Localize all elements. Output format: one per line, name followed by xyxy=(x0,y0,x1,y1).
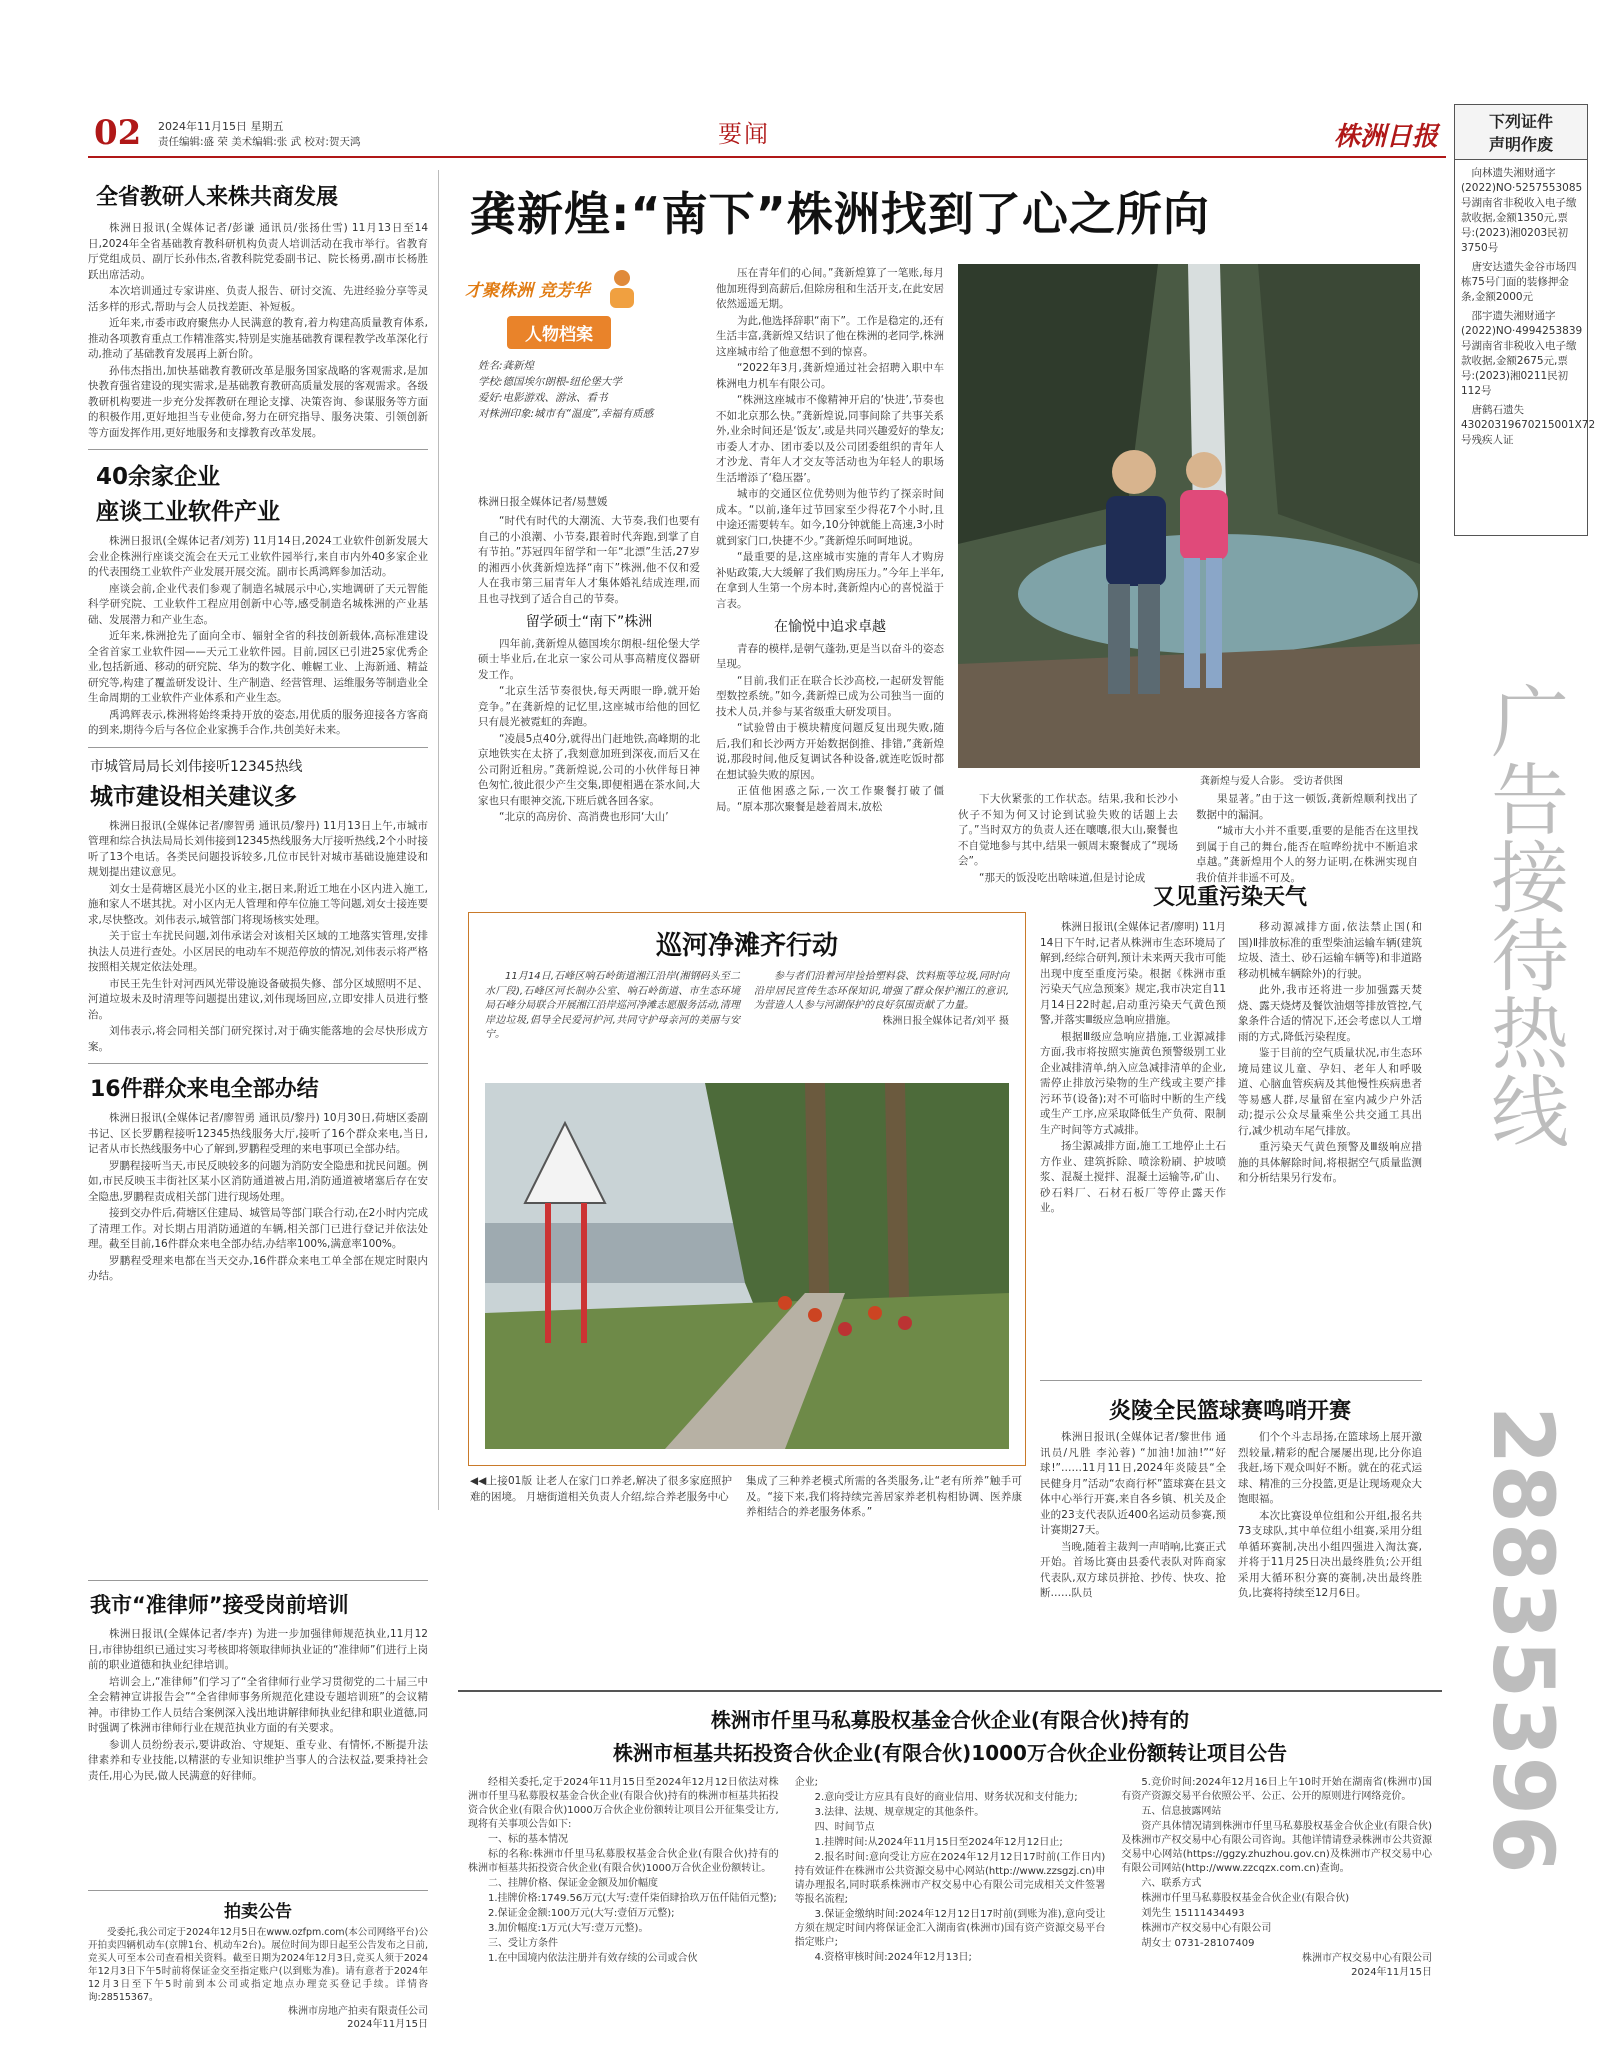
paragraph: 2.保证金金额:100万元(大写:壹佰万元整); xyxy=(488,1908,675,1919)
waterfall-scene xyxy=(958,264,1420,768)
paragraph: 当晚,随着主裁判一声哨响,比赛正式开始。首场比赛由县委代表队对阵商家代表队,双方球员拼抢、抄传、快攻、抢断……队员 xyxy=(1040,1540,1226,1599)
main-subhead-2: 在愉悦中追求卓越 xyxy=(774,619,886,635)
paragraph: 集成了三种养老模式所需的各类服务,让“老有所养”触手可及。“接下来,我们将持续完善居家养老机构相协调、医养康养相结合的养老服务体系。” xyxy=(746,1475,1022,1518)
profile-line: 姓名:龚新煌 xyxy=(478,360,535,372)
main-col-3 xyxy=(958,792,1178,887)
river-caption-right xyxy=(754,970,1009,1044)
main-col-2 xyxy=(716,266,944,816)
main-byline: 株洲日报全媒体记者/易慧媛 xyxy=(478,496,608,508)
main-col-4 xyxy=(1196,792,1418,887)
page-date: 2024年11月15日 星期五 xyxy=(158,120,284,133)
transfer-announcement xyxy=(458,1690,1442,2042)
notice-item: 向林遗失湘财通字(2022)NO·5257553085号湖南省非税收入电子缴款收据,金额1350元,票号:(2023)湘0203民初3750号 xyxy=(1461,167,1583,254)
paragraph: 接到交办件后,荷塘区住建局、城管局等部门联合行动,在2小时内完成了清理工作。对长期占用消防通道的车辆,相关部门已进行登记并依法处理。截至目前,16件群众来电全部办结,办结率100%,满意率100%。 xyxy=(88,1207,428,1250)
paragraph: 1.在中国境内依法注册并有效存续的公司或合伙 xyxy=(488,1953,698,1964)
paragraph: 参训人员纷纷表示,要讲政治、守规矩、重专业、有情怀,不断提升法律素养和专业技能,以精湛的专业知识维护当事人的合法权益,要秉持社会责任,用心为民,做人民满意的好律师。 xyxy=(88,1738,428,1782)
paragraph: 3.保证金缴纳时间:2024年12月12日17时前(到账为准),意向受让方须在规定时间内将保证金汇入湖南省(株洲市)国有资产资源交易平台指定账户; xyxy=(794,1909,1106,1948)
river-photo xyxy=(485,1083,1009,1449)
divider xyxy=(88,1580,428,1581)
paragraph: 禹鸿辉表示,株洲将始终秉持开放的姿态,用优质的服务迎接各方客商的到来,期待今后与各位企业家携手合作,共创美好未来。 xyxy=(88,708,428,736)
main-story-title: 龚新煌:“南下”株洲找到了心之所向 xyxy=(470,187,1210,241)
paragraph: 2.意向受让方应具有良好的商业信用、财务状况和支付能力; xyxy=(814,1792,1078,1803)
basketball-col-2 xyxy=(1238,1430,1422,1603)
notice-items xyxy=(1455,160,1596,454)
person-icon xyxy=(605,268,639,308)
article-body-lawyer xyxy=(88,1627,428,1784)
paragraph: 根据Ⅲ级应急响应措施,工业源减排方面,我市将按照实施黄色预警级别工业企业减排清单,纳入应急减排清单的企业,需停止排放污染物的生产线或主要产排污环节(设备);对不可临时中断的生产线或生产工序,应采取降低生产负荷、限制生产时间等方式减排。 xyxy=(1040,1030,1226,1136)
paragraph: 1.挂牌价格:1749.56万元(大写:壹仟柒佰肆拾玖万伍仟陆佰元整); xyxy=(488,1893,777,1904)
paragraph: “北京的高房价、高消费也形同‘大山’ xyxy=(499,811,669,823)
paragraph: “目前,我们正在联合长沙高校,一起研发智能型数控系统。”如今,龚新煌已成为公司独当一面的技术人员,并参与某省级重大研发项目。 xyxy=(716,674,944,718)
couple-photo xyxy=(958,264,1420,768)
paragraph: 受委托,我公司定于2024年12月5日在www.ozfpm.com(本公司网络平台)公开拍卖四辆机动车(京牌1台、机动车2台)。展位时间为即日起至公告发布之日前,竞买人可至本公司查看相关资料。截至日期为2024年12月3日,竞买人须于2024年12月3日下午5时前将保证金交至指定账户(以到账为准)。请有意者于2024年12月3日至下午5时前到本公司或指定地点办理竞买登记手续。详情咨询:28515367。 xyxy=(88,1927,428,2003)
divider xyxy=(88,747,428,748)
paragraph: 正值他困惑之际,一次工作聚餐打破了僵局。“原本那次聚餐是趁着周末,放松 xyxy=(716,785,944,813)
paragraph: 株洲日报讯(全媒体记者/彭谦 通讯员/张扬仕雪) 11月13日至14日,2024年全省基础教育教科研机构负责人培训活动在我市举行。省教育厅党组成员、副厅长孙伟杰,省教科院党委副书记、院长杨勇,副市长杨胜跃出席活动。 xyxy=(88,222,428,281)
ad-hotline-phone: 28835396 xyxy=(1474,1406,1572,1874)
river-cleanup-box xyxy=(468,912,1026,1466)
paragraph: 标的名称:株洲市仟里马私募股权基金合伙企业(有限合伙)持有的株洲市桓基共拓投资合伙企业(有限合伙)1000万合伙企业份额转让。 xyxy=(468,1849,779,1874)
basketball-col-1 xyxy=(1040,1430,1226,1603)
paragraph: 2.报名时间:意向受让方应在2024年12月12日17时前(工作日内)持有效证件在株洲市公共资源交易中心网站(http://www.zzsgzj.cn)申请办理报名,同时联系株洲市产权交易中心有限公司完成相关文件签署等报名流程; xyxy=(794,1852,1106,1905)
auction-title: 拍卖公告 xyxy=(224,1902,292,1922)
notice-title-line1: 下列证件 xyxy=(1488,112,1553,131)
paragraph: “那天的饭没吃出啥味道,但是讨论成 xyxy=(979,871,1146,884)
notice-title xyxy=(1455,105,1587,160)
announcement-col-2 xyxy=(795,1776,1106,1980)
paragraph: “城市大小并不重要,重要的是能否在这里找到属于自己的舞台,能否在喧哗纷扰中不断追求卓越。”龚新煌用个人的努力证明,在株洲实现自我价值并非遥不可及。 xyxy=(1196,825,1418,884)
pollution-title: 又见重污染天气 xyxy=(1152,885,1307,910)
auction-signature xyxy=(88,2005,428,2031)
profile-line: 对株洲印象:城市有“温度”,幸福有质感 xyxy=(478,408,654,420)
page-editors: 责任编辑:盛 荣 美术编辑:张 武 校对:贺天鸿 xyxy=(158,136,361,148)
badge-label: 人物档案 xyxy=(507,316,611,349)
announcement-title-1: 株洲市仟里马私募股权基金合伙企业(有限合伙)持有的 xyxy=(710,1708,1190,1732)
announcement-columns xyxy=(458,1776,1442,1980)
profile-line: 爱好:电影游戏、游泳、看书 xyxy=(478,392,608,404)
paragraph: 刘伟表示,将会同相关部门研究探讨,对于确实能落地的会尽快形成方案。 xyxy=(88,1025,428,1053)
paragraph: 下大伙紧张的工作状态。结果,我和长沙小伙子不知为何又讨论到试验失败的话题上去了。”当时双方的负责人还在嚷嚷,很大山,聚餐也不自觉地参与其中,结果一顿周末聚餐成了“现场会”。 xyxy=(958,793,1178,867)
page-number: 02 xyxy=(94,113,142,153)
paragraph: 关于宦士车扰民问题,刘伟承诺会对该相关区域的工地落实管理,安排执法人员进行查处。小区居民的电动车不规范停放的情况,刘伟表示将严格按照相关规定依法处理。 xyxy=(88,930,428,973)
paragraph: 企业; xyxy=(794,1777,819,1788)
divider xyxy=(88,1063,428,1064)
basketball-title: 炎陵全民篮球赛鸣哨开赛 xyxy=(1108,1399,1351,1424)
article-title-calls: 16件群众来电全部办结 xyxy=(90,1077,319,1102)
paragraph: 参与者们沿着河岸捡拾塑料袋、饮料瓶等垃圾,同时向沿岸居民宣传生态环保知识,增强了群众保护湘江的意识,为营造人人参与河湖保护的良好氛围贡献了力量。 xyxy=(754,971,1009,1011)
paragraph: 株洲日报讯(全媒体记者/李卉) 为进一步加强律师规范执业,11月12日,市律协组织已通过实习考核即将领取律师执业证的“准律师”们进行上岗前的职业道德和执业纪律培训。 xyxy=(88,1628,428,1671)
paragraph: 为此,他选择辞职“南下”。工作是稳定的,还有生活丰富,龚新煌又结识了他在株洲的老同学,株洲这座城市给了他意想不到的惊喜。 xyxy=(716,314,944,358)
article-title-lawyer: 我市“准律师”接受岗前培训 xyxy=(90,1593,349,1617)
continued-left xyxy=(470,1474,732,1506)
paragraph: 株洲市产权交易中心有限公司 xyxy=(1141,1923,1272,1934)
photo-caption-couple: 龚新煌与爱人合影。 受访者供图 xyxy=(1200,776,1344,787)
paragraph: 4.资格审核时间:2024年12月13日; xyxy=(814,1952,972,1963)
paragraph: 株洲日报讯(全媒体记者/廖明) 11月14日下午时,记者从株洲市生态环境局了解到,经综合研判,预计未来两天我市可能出现中度至重度污染。根据《株洲市重污染天气应急预案》规定,我市决定自11月14日22时起,启动重污染天气黄色预警,并落实Ⅲ级应急响应措施。 xyxy=(1040,921,1226,1026)
paragraph: 资产具体情况请到株洲市仟里马私募股权基金合伙企业(有限合伙)及株洲市产权交易中心有限公司咨询。其他详情请登录株洲市公共资源交易中心网站(https://ggzy.zhuzhou.gov.cn)及株洲市产权交易中心有限公司网站(http://www.zzcqzx.com.cn)查询。 xyxy=(1121,1821,1433,1874)
river-caption xyxy=(469,970,1025,1044)
paragraph: 扬尘源减排方面,施工工地停止土石方作业、建筑拆除、喷涂粉刷、护坡喷浆、混凝土搅拌、混凝土运输等,矿山、砂石料厂、石材石板厂等停止露天作业。 xyxy=(1040,1140,1226,1214)
masthead: 株洲日报 xyxy=(1333,122,1438,152)
paragraph: 株洲日报讯(全媒体记者/刘芳) 11月14日,2024工业软件创新发展大会业企株洲行座谈交流会在天元工业软件园举行,来自市内外40多家企业的代表围绕工业软件产业发展开展交流。副市长禹鸿辉参加活动。 xyxy=(88,535,428,578)
paragraph: 刘女士是荷塘区晨光小区的业主,据日来,附近工地在小区内进入施工,施和家人不堪其扰。对小区内无人管理和停车位施工等问题,刘女士接连要求,尽快整改。刘伟表示,城管部门将现场核实处理。 xyxy=(88,882,428,926)
auction-notice xyxy=(88,1890,428,2041)
pollution-col-1 xyxy=(1040,920,1226,1218)
paragraph: “凌晨5点40分,就得出门赶地铁,高峰期的北京地铁实在太挤了,我刻意加班到深夜,而后又在公司附近租房。”龚新煌说,公司的小伙伴每日神色匆忙,彼此很少产生交集,即便相遇在茶水间,大家也只有眼神交流,下班后就各回各家。 xyxy=(478,732,700,807)
paragraph: 株洲日报讯(全媒体记者/黎世伟 通讯员/凡胜 李沁蓉) “加油!加油!”“好球!”……11月11日,2024年炎陵县“全民健身月”活动“农商行杯”篮球赛在县文体中心举行开赛,来自各乡镇、机关及企业的23支代表队近400名运动员参赛,预计赛期27天。 xyxy=(1040,1431,1226,1536)
paragraph: 鉴于目前的空气质量状况,市生态环境局建议儿童、孕妇、老年人和呼吸道、心脑血管疾病及其他慢性疾病患者等易感人群,尽量留在室内减少户外活动;提示公众尽量乘坐公共交通工具出行,减少机动车尾气排放。 xyxy=(1238,1047,1422,1137)
profile-box xyxy=(478,358,698,488)
notice-title-line2: 声明作废 xyxy=(1488,135,1553,154)
paragraph: 5.竞价时间:2024年12月16日上午10时开始在湖南省(株洲市)国有资产资源交易平台依照公平、公正、公开的原则进行网络竞价。 xyxy=(1121,1777,1433,1802)
paragraph: 座谈会前,企业代表们参观了制造名城展示中心,实地调研了天元智能科学研究院、工业软件工程应用创新中心等,感受制造名城株洲的产业基础、发展潜力和产业生态。 xyxy=(88,582,428,626)
announcement-sign-org: 株洲市产权交易中心有限公司 xyxy=(1302,1953,1433,1964)
pollution-col-2 xyxy=(1238,920,1422,1188)
announcement-title-2: 株洲市桓基共拓投资合伙企业(有限合伙)1000万合伙企业份额转让项目公告 xyxy=(613,1741,1287,1765)
paragraph: 11月14日,石峰区响石岭街道湘江沿岸(湘钢码头至二水厂段),石峰区河长制办公室、响石岭街道、市生态环境局石峰分局联合开展湘江沿岸巡河净滩志愿服务活动,清理岸边垃圾,倡导全民爱河护河,共同守护母亲河的美丽与安宁。 xyxy=(485,971,740,1040)
river-title: 巡河净滩齐行动 xyxy=(655,931,838,961)
paragraph: 此外,我市还将进一步加强露天焚烧、露天烧烤及餐饮油烟等排放管控,气象条件合适的情况下,还会考虑以人工增雨的方式,降低污染程度。 xyxy=(1238,984,1422,1043)
paragraph: 培训会上,“准律师”们学习了“全省律师行业学习贯彻党的二十届三中全会精神宣讲报告会”“全省律师事务所规范化建设专题培训班”的会议精神。市律协工作人员结合案例深入浅出地讲解律师执业纪律和职业道德,同时强调了株洲市律师行业在规范执业方面的有关要求。 xyxy=(88,1675,428,1734)
article-title-software-2: 座谈工业软件产业 xyxy=(96,499,280,525)
river-scene xyxy=(485,1083,1009,1449)
paragraph: 罗鹏程受理来电都在当天交办,16件群众来电工单全部在规定时限内办结。 xyxy=(88,1254,428,1282)
continued-right xyxy=(746,1474,1022,1522)
paragraph: 二、挂牌价格、保证金金额及加价幅度 xyxy=(488,1878,658,1889)
paragraph: “试验曾由于模块精度问题反复出现失败,随后,我们和长沙两方开始数据倒推、排错,”龚新煌说,那段时间,他反复调试各种设备,就连吃饭时都在想试验失败的原因。 xyxy=(716,722,944,781)
announcement-sign-date: 2024年11月15日 xyxy=(1351,1967,1433,1978)
paragraph: 青春的模样,是朝气蓬勃,更是当以奋斗的姿态呈现。 xyxy=(716,642,944,670)
paragraph: 近年来,株洲抢先了面向全市、辐射全省的科技创新载体,高标准建设全省首家工业软件园——天元工业软件园。目前,园区已引进25家优秀企业,包括新通、移动的研究院、华为的数字化、帷幄工业、上海新通、精益研究等,构建了覆盖研发设计、生产制造、经营管理、运维服务等制造业全生命周期的工业软件产业体系和产业生态。 xyxy=(88,630,428,704)
article-body-city xyxy=(88,819,428,1056)
paragraph: 们个个斗志昂扬,在篮球场上展开激烈较量,精彩的配合屡屡出现,比分你追我赶,场下观众叫好不断。就在的花式运球、精准的三分投篮,更是让现场观众大饱眼福。 xyxy=(1238,1431,1422,1505)
announcement-col-1 xyxy=(468,1776,779,1980)
paragraph: 株洲日报讯(全媒体记者/廖智勇 通讯员/黎丹) 11月13日上午,市城市管理和综合执法局局长刘伟接到12345热线服务大厅接听热线,2个小时接听了13个电话。各类民问题投诉较多,几位市民针对城市基础设施建设和规划提出建议意见。 xyxy=(88,819,428,878)
main-col-1 xyxy=(478,514,700,827)
paragraph: ◀◀上接01版 让老人在家门口养老,解决了很多家庭照护难的困境。 月塘街道相关负责人介绍,综合养老服务中心 xyxy=(470,1475,732,1503)
paragraph: 本次培训通过专家讲座、负责人报告、研讨交流、先进经验分享等灵活多样的形式,帮助与会人员找差距、补短板。 xyxy=(88,285,428,313)
announcement-col-3 xyxy=(1121,1776,1432,1980)
paragraph: “2022年3月,龚新煌通过社会招聘入职中车株洲电力机车有限公司。 xyxy=(716,362,944,390)
badge-slogan: 才聚株洲 竞芳华 xyxy=(465,281,590,301)
paragraph: 重污染天气黄色预警及Ⅲ级响应措施的具体解除时间,将根据空气质量监测和分析结果另行发布。 xyxy=(1238,1141,1422,1184)
ad-hotline xyxy=(1458,570,1588,2030)
article-body-software xyxy=(88,534,428,739)
column-divider xyxy=(438,170,439,1510)
paragraph: 三、受让方条件 xyxy=(488,1938,558,1949)
article-body-research xyxy=(88,221,428,441)
paragraph: 压在青年们的心间。”龚新煌算了一笔账,每月他加班得到高薪后,但除房租和生活开支,在此安居依然遥遥无期。 xyxy=(716,267,944,310)
paragraph: 六、联系方式 xyxy=(1141,1878,1202,1889)
paragraph: 本次比赛设单位组和公开组,报名共73支球队,其中单位组小组赛,采用分组单循环赛制,决出小组四强进入淘汰赛,并将于11月25日决出最终胜负;公开组采用大循环积分赛的赛制,决出最终胜负,比赛将持续至12月6日。 xyxy=(1238,1509,1422,1599)
paragraph: 四年前,龚新煌从德国埃尔朗根-纽伦堡大学硕士毕业后,在北京一家公司从事高精度仪器研发工作。 xyxy=(478,637,700,681)
header-rule xyxy=(88,156,1446,158)
paragraph: 果显著。”由于这一顿饭,龚新煌顺利找出了数据中的漏洞。 xyxy=(1196,793,1418,821)
paragraph: 四、时间节点 xyxy=(814,1822,875,1833)
ad-hotline-text: 广告接待热线 xyxy=(1478,681,1568,1149)
paragraph: 株洲市仟里马私募股权基金合伙企业(有限合伙) xyxy=(1141,1893,1350,1904)
paragraph: 城市的交通区位优势则为他节约了探亲时间成本。“以前,逢年过节回家至少得花7个小时,且中途还需要转车。如今,10分钟就能上高速,3小时就到家门口,快捷不少。”龚新煌乐呵呵地说。 xyxy=(716,488,944,547)
paragraph: “北京生活节奏很快,每天两眼一睁,就开始竞争。”在龚新煌的记忆里,这座城市给他的回忆只有晨光被霓虹的奔跑。 xyxy=(478,685,700,728)
paragraph: 移动源减排方面,依法禁止国(和国)Ⅱ排放标准的重型柴油运输车辆(建筑垃圾、渣土、砂石运输车辆等)和非道路移动机械车辆除外)的行驶。 xyxy=(1238,921,1422,980)
paragraph: 五、信息披露网站 xyxy=(1141,1806,1222,1817)
paragraph: 经相关委托,定于2024年11月15日至2024年12月12日依法对株洲市仟里马私募股权基金合伙企业(有限合伙)持有的株洲市桓基共拓投资合伙企业(有限合伙)1000万合伙企业份额转让项目公开征集受让方,现将有关事项公告如下: xyxy=(468,1777,779,1830)
profile-badge xyxy=(455,266,665,356)
main-subhead-1: 留学硕士“南下”株洲 xyxy=(525,614,653,630)
paragraph: 胡女士 0731-28107409 xyxy=(1141,1938,1255,1949)
river-byline: 株洲日报全媒体记者/刘平 摄 xyxy=(882,1015,1009,1027)
auction-sign-date: 2024年11月15日 xyxy=(347,2019,428,2030)
notice-item: 唐安达遗失金谷市场四栋75号门面的装修押金条,金额2000元 xyxy=(1461,261,1577,303)
paragraph: 1.挂牌时间:从2024年11月15日至2024年12月12日止; xyxy=(814,1837,1063,1848)
river-caption-left xyxy=(485,970,740,1044)
paragraph: 市民王先生针对河西风光带设施设备破损失修、部分区域照明不足、河道垃圾未及时清理等问题提出建议,刘伟现场回应,立即安排人员进行整治。 xyxy=(88,977,428,1021)
auction-body xyxy=(88,1926,428,2004)
notice-box xyxy=(1454,104,1596,536)
article-kicker-hotline: 市城管局局长刘伟接听12345热线 xyxy=(90,758,303,775)
article-title-software-1: 40余家企业 xyxy=(96,464,221,490)
paragraph: 3.法律、法规、规章规定的其他条件。 xyxy=(814,1807,985,1818)
paragraph: 株洲日报讯(全媒体记者/廖智勇 通讯员/黎丹) 10月30日,荷塘区委副书记、区长罗鹏程接听12345热线服务大厅,接听了16个群众来电,当日,记者从市长热线服务中心了解到,罗鹏程受理的来电事项已全部办结。 xyxy=(88,1112,428,1155)
paragraph: “最重要的是,这座城市实施的青年人才购房补贴政策,大大缓解了我们购房压力。”今年上半年,在拿到人生第一个房本时,龚新煌内心的喜悦溢于言表。 xyxy=(716,551,944,610)
article-title-city: 城市建设相关建议多 xyxy=(90,783,297,810)
paragraph: “时代有时代的大潮流、大节奏,我们也要有自己的小浪潮、小节奏,跟着时代奔跑,到掌了自有节拍。”苏冠四年留学和一年“北漂”生活,27岁的湘西小伙龚新煌选择“南下”株洲,他不仅和爱人在我市第三届青年人才集体婚礼结成连理,而且也寻找到了适合自己的节奏。 xyxy=(478,515,700,605)
page-header xyxy=(88,114,1446,154)
paragraph: 罗鹏程接听当天,市民反映较多的问题为消防安全隐患和扰民问题。例如,市民反映玉丰街社区某小区消防通道被占用,消防通道被堵塞后存在安全隐患,罗鹏程责成相关部门进行现场处理。 xyxy=(88,1159,428,1203)
auction-sign-org: 株洲市房地产拍卖有限责任公司 xyxy=(288,2006,428,2017)
paragraph: 刘先生 15111434493 xyxy=(1141,1908,1245,1919)
notice-item: 邵宇遗失湘财通字(2022)NO·4994253839号湖南省非税收入电子缴款收据,金额2675元,票号:(2023)湘0211民初112号 xyxy=(1461,310,1583,397)
article-title-research: 全省教研人来株共商发展 xyxy=(96,185,339,210)
divider xyxy=(1040,1380,1422,1381)
paragraph: 一、标的基本情况 xyxy=(488,1834,568,1845)
paragraph: “株洲这座城市不像精神开启的‘快进’,节奏也不如北京那么快。”龚新煌说,同事间除了共事关系外,业余时间还是‘饭友’,或是共同兴趣爱好的挚友;市委人才办、团市委以及公司团委组织的青年人才沙龙、青年人才交友等活动也为年轻人的职场生活增添了‘稳压器’。 xyxy=(716,394,944,484)
notice-item: 唐鹤石遗失43020319670215001X72号残疾人证 xyxy=(1461,404,1596,446)
article-body-calls xyxy=(88,1111,428,1285)
profile-line: 学校:德国埃尔朗根-纽伦堡大学 xyxy=(478,376,622,388)
paragraph: 近年来,市委市政府聚焦办人民满意的教育,着力构建高质量教育体系,推动各项教育重点工作精准落实,特别是实施基础教育课程教学改革深化行动,推动了基础教育发展再上新台阶。 xyxy=(88,317,428,360)
paragraph: 孙伟杰指出,加快基础教育教研改革是服务国家战略的客观需求,是加快教育强省建设的现实需求,是基础教育教研高质量发展的客观需求。各级教研机构要进一步充分发挥教研在理论支撑、决策咨询、参谋服务等方面的积极作用,更好地担当专业使命,努力在研究指导、服务决策、引领创新等方面发挥作用,更好地服务和支撑教育改革发展。 xyxy=(88,364,428,439)
paragraph: 3.加价幅度:1万元(大写:壹万元整)。 xyxy=(488,1923,649,1934)
divider xyxy=(88,449,428,450)
section-title: 要闻 xyxy=(718,120,770,148)
